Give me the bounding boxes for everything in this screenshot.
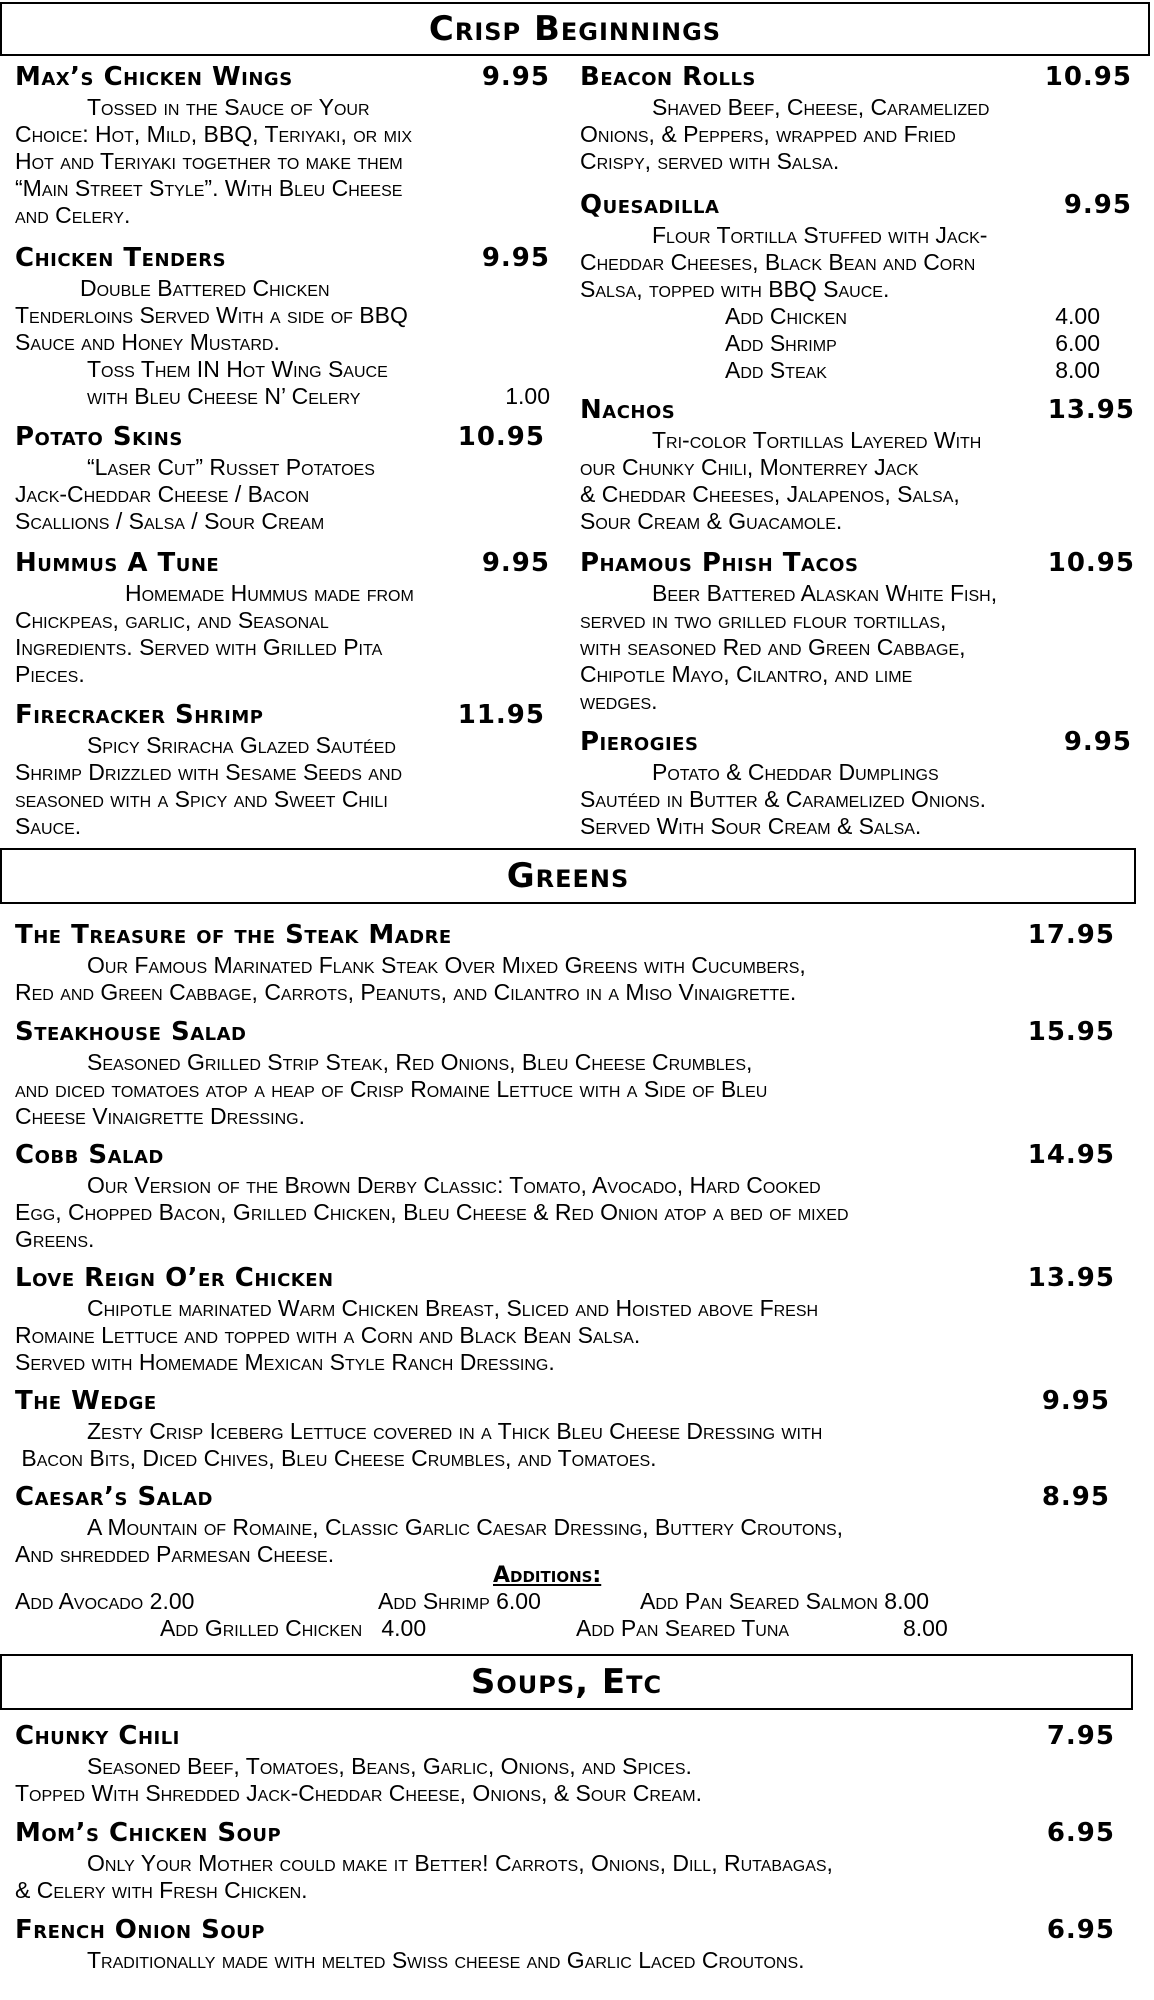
description-line: Double Battered Chicken — [80, 275, 330, 301]
item-name: Firecracker Shrimp — [15, 700, 264, 730]
item-name: Steakhouse Salad — [15, 1017, 247, 1047]
description-line: And shredded Parmesan Cheese. — [15, 1541, 335, 1567]
description-line: Flour Tortilla Stuffed with Jack- — [652, 222, 988, 248]
description-line: Served With Sour Cream & Salsa. — [580, 813, 922, 839]
description-line: Romaine Lettuce and topped with a Corn and Black Bean Salsa. — [15, 1322, 641, 1348]
item-name: Phamous Phish Tacos — [580, 548, 859, 578]
item-description — [15, 952, 1115, 1006]
item-name: The Wedge — [15, 1386, 157, 1416]
menu-item — [580, 62, 1132, 175]
description-line: Sautéed in Butter & Caramelized Onions. — [580, 786, 987, 812]
addon-price: 4.00 — [1055, 303, 1100, 329]
description-line: Pieces. — [15, 661, 85, 687]
description-line: Salsa, topped with BBQ Sauce. — [580, 276, 890, 302]
description-line: Our Famous Marinated Flank Steak Over Mixed Greens with Cucumbers, — [87, 952, 806, 978]
description-line: Onions, & Peppers, wrapped and Fried — [580, 121, 956, 147]
addon-label: Add Chicken — [725, 303, 847, 329]
description-line: Cheese Vinaigrette Dressing. — [15, 1103, 305, 1129]
item-description — [580, 580, 1135, 715]
description-line: Chipotle Mayo, Cilantro, and lime — [580, 661, 913, 687]
item-name: Love Reign O’er Chicken — [15, 1263, 334, 1293]
item-price: 15.95 — [1027, 1017, 1115, 1047]
addition-item-price: 8.00 — [903, 1615, 948, 1641]
item-description — [15, 580, 550, 688]
item-name: Caesar’s Salad — [15, 1482, 213, 1512]
item-description — [15, 275, 550, 410]
item-description — [15, 1753, 1115, 1807]
item-description — [15, 1418, 1110, 1472]
description-line: Sauce. — [15, 813, 82, 839]
description-line: Hot and Teriyaki together to make them — [15, 148, 403, 174]
description-line: Greens. — [15, 1226, 95, 1252]
item-description — [15, 1172, 1115, 1253]
section-title: Soups, Etc — [470, 1662, 663, 1702]
description-line: wedges. — [580, 688, 658, 714]
menu-item — [15, 700, 545, 840]
item-description — [580, 94, 1132, 175]
description-line: & Celery with Fresh Chicken. — [15, 1877, 308, 1903]
item-name: Hummus A Tune — [15, 548, 220, 578]
item-description — [15, 1947, 1115, 1974]
item-name: Chunky Chili — [15, 1721, 180, 1751]
extra-option-price: 1.00 — [505, 383, 550, 409]
item-description — [580, 759, 1132, 840]
menu-item — [580, 190, 1132, 384]
section-header-crisp — [0, 2, 1150, 56]
description-line: A Mountain of Romaine, Classic Garlic Caesar Dressing, Buttery Croutons, — [87, 1514, 844, 1540]
item-description — [15, 454, 545, 535]
addon-row — [580, 357, 1132, 384]
section-title: Crisp Beginnings — [428, 9, 722, 49]
item-name: Chicken Tenders — [15, 243, 227, 273]
item-price: 10.95 — [1047, 548, 1135, 578]
item-price: 10.95 — [457, 422, 545, 452]
addition-item: Add Pan Seared Salmon 8.00 — [640, 1588, 930, 1614]
item-description — [15, 94, 550, 229]
item-price: 7.95 — [1046, 1721, 1115, 1751]
additions-heading: Additions: — [493, 1563, 602, 1588]
menu-item — [15, 1140, 1115, 1253]
menu-item — [15, 1482, 1110, 1568]
item-name: Nachos — [580, 395, 676, 425]
description-line: Cheddar Cheeses, Black Bean and Corn — [580, 249, 976, 275]
addition-item: Add Grilled Chicken 4.00 — [160, 1615, 427, 1641]
description-line: our Chunky Chili, Monterrey Jack — [580, 454, 919, 480]
item-description — [580, 222, 1132, 303]
item-price: 9.95 — [1063, 190, 1132, 220]
description-line: served in two grilled flour tortillas, — [580, 607, 947, 633]
description-line: Shaved Beef, Cheese, Caramelized — [652, 94, 990, 120]
item-description — [15, 1850, 1115, 1904]
item-price: 13.95 — [1027, 1263, 1115, 1293]
description-line: and diced tomatoes atop a heap of Crisp Romaine Lettuce with a Side of Bleu — [15, 1076, 768, 1102]
description-line: “Laser Cut” Russet Potatoes — [87, 454, 375, 480]
addon-list — [580, 303, 1132, 384]
section-header-soups — [0, 1654, 1133, 1710]
menu-item — [15, 920, 1115, 1006]
description-line: with seasoned Red and Green Cabbage, — [580, 634, 966, 660]
item-description — [15, 1295, 1115, 1376]
description-line: Seasoned Grilled Strip Steak, Red Onions, Bleu Cheese Crumbles, — [87, 1049, 753, 1075]
description-line: Chickpeas, garlic, and Seasonal — [15, 607, 329, 633]
item-price: 9.95 — [1063, 727, 1132, 757]
menu-item — [15, 548, 550, 688]
description-line: Tenderloins Served With a side of BBQ — [15, 302, 408, 328]
menu-item — [15, 1915, 1115, 1974]
menu-item — [580, 395, 1135, 535]
addition-item: Add Shrimp 6.00 — [378, 1588, 541, 1614]
menu-item — [580, 727, 1132, 840]
description-line: Choice: Hot, Mild, BBQ, Teriyaki, or mix — [15, 121, 413, 147]
description-line: Chipotle marinated Warm Chicken Breast, Sliced and Hoisted above Fresh — [87, 1295, 819, 1321]
menu-item — [15, 1263, 1115, 1376]
description-line: Our Version of the Brown Derby Classic: Tomato, Avocado, Hard Cooked — [87, 1172, 821, 1198]
item-price: 6.95 — [1046, 1818, 1115, 1848]
addon-row — [580, 303, 1132, 330]
description-line: Bacon Bits, Diced Chives, Bleu Cheese Crumbles, and Tomatoes. — [15, 1445, 657, 1471]
item-name: Pierogies — [580, 727, 699, 757]
description-line: Scallions / Salsa / Sour Cream — [15, 508, 325, 534]
addon-price: 6.00 — [1055, 330, 1100, 356]
item-name: French Onion Soup — [15, 1915, 265, 1945]
item-description — [15, 1514, 1110, 1568]
item-price: 14.95 — [1027, 1140, 1115, 1170]
addon-row — [580, 330, 1132, 357]
description-line: Traditionally made with melted Swiss cheese and Garlic Laced Croutons. — [87, 1947, 805, 1973]
item-name: Potato Skins — [15, 422, 183, 452]
description-line: Red and Green Cabbage, Carrots, Peanuts, and Cilantro in a Miso Vinaigrette. — [15, 979, 797, 1005]
description-line: Toss Them IN Hot Wing Sauce — [87, 356, 388, 382]
addon-price: 8.00 — [1055, 357, 1100, 383]
description-line: & Cheddar Cheeses, Jalapenos, Salsa, — [580, 481, 960, 507]
description-line: seasoned with a Spicy and Sweet Chili — [15, 786, 388, 812]
menu-item — [15, 62, 550, 229]
menu-item — [15, 1386, 1110, 1472]
item-price: 17.95 — [1027, 920, 1115, 950]
description-line: “Main Street Style”. With Bleu Cheese — [15, 175, 403, 201]
menu-item — [15, 1818, 1115, 1904]
item-price: 9.95 — [481, 62, 550, 92]
item-name: Mom’s Chicken Soup — [15, 1818, 282, 1848]
section-title: Greens — [506, 856, 630, 896]
addon-label: Add Steak — [725, 357, 827, 383]
description-line: Served with Homemade Mexican Style Ranch Dressing. — [15, 1349, 555, 1375]
item-description — [15, 732, 545, 840]
extra-option-label: with Bleu Cheese N’ Celery — [87, 383, 361, 409]
item-description — [15, 1049, 1115, 1130]
description-line: Sauce and Honey Mustard. — [15, 329, 280, 355]
description-line: Tri-color Tortillas Layered With — [652, 427, 982, 453]
description-line: Only Your Mother could make it Better! Carrots, Onions, Dill, Rutabagas, — [87, 1850, 833, 1876]
description-line: Zesty Crisp Iceberg Lettuce covered in a Thick Bleu Cheese Dressing with — [87, 1418, 823, 1444]
description-line: Topped With Shredded Jack-Cheddar Cheese, Onions, & Sour Cream. — [15, 1780, 703, 1806]
menu-item — [580, 548, 1135, 715]
addition-item: Add Pan Seared Tuna — [576, 1615, 790, 1641]
description-line: Jack-Cheddar Cheese / Bacon — [15, 481, 310, 507]
description-line: Ingredients. Served with Grilled Pita — [15, 634, 383, 660]
item-price: 13.95 — [1047, 395, 1135, 425]
item-price: 11.95 — [457, 700, 545, 730]
description-line: Spicy Sriracha Glazed Sautéed — [87, 732, 396, 758]
item-price: 9.95 — [1041, 1386, 1110, 1416]
addon-label: Add Shrimp — [725, 330, 837, 356]
description-line: Beer Battered Alaskan White Fish, — [652, 580, 998, 606]
item-name: Cobb Salad — [15, 1140, 164, 1170]
extra-option — [15, 383, 550, 410]
item-description — [580, 427, 1135, 535]
description-line: Sour Cream & Guacamole. — [580, 508, 843, 534]
addition-item: Add Avocado 2.00 — [15, 1588, 195, 1614]
item-name: Quesadilla — [580, 190, 720, 220]
description-line: and Celery. — [15, 202, 131, 228]
item-price: 6.95 — [1046, 1915, 1115, 1945]
description-line: Homemade Hummus made from — [125, 580, 414, 606]
item-name: Beacon Rolls — [580, 62, 756, 92]
description-line: Potato & Cheddar Dumplings — [652, 759, 939, 785]
menu-item — [15, 422, 545, 535]
description-line: Egg, Chopped Bacon, Grilled Chicken, Bleu Cheese & Red Onion atop a bed of mixed — [15, 1199, 849, 1225]
item-name: Max’s Chicken Wings — [15, 62, 293, 92]
description-line: Shrimp Drizzled with Sesame Seeds and — [15, 759, 403, 785]
description-line: Tossed in the Sauce of Your — [87, 94, 370, 120]
menu-item — [15, 243, 550, 410]
menu-item — [15, 1721, 1115, 1807]
item-price: 8.95 — [1041, 1482, 1110, 1512]
description-line: Seasoned Beef, Tomatoes, Beans, Garlic, Onions, and Spices. — [87, 1753, 692, 1779]
menu-item — [15, 1017, 1115, 1130]
item-name: The Treasure of the Steak Madre — [15, 920, 452, 950]
item-price: 10.95 — [1044, 62, 1132, 92]
section-header-greens — [0, 848, 1136, 904]
item-price: 9.95 — [481, 548, 550, 578]
description-line: Crispy, served with Salsa. — [580, 148, 840, 174]
item-price: 9.95 — [481, 243, 550, 273]
